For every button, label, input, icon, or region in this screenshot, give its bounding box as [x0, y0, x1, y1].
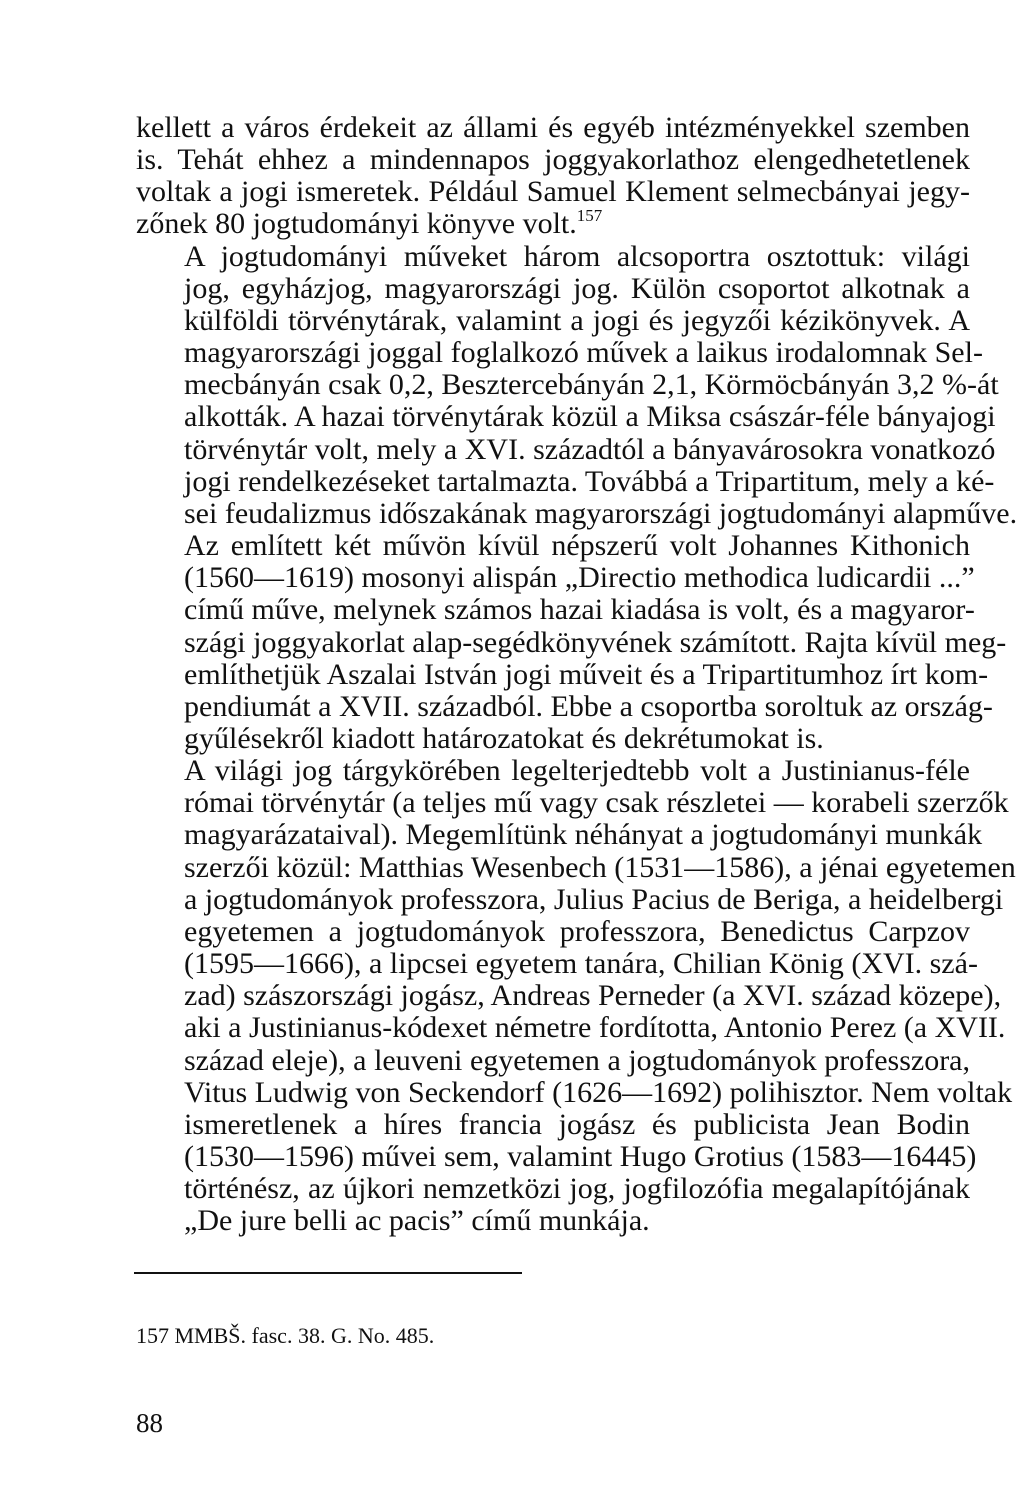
text-line: ismeretlenek a híres francia jogász és publicista Jean Bodin — [184, 1107, 970, 1141]
text-line-with-footnote — [136, 208, 970, 240]
text-line: külföldi törvénytárak, valamint a jogi és jegyzői kézikönyvek. A — [184, 303, 970, 337]
text-line: (1595—1666), a lipcsei egyetem tanára, Chilian König (XVI. szá- — [184, 947, 978, 981]
paragraph-2 — [136, 239, 1018, 756]
footnote: 157 MMBŠ. fasc. 38. G. No. 485. — [136, 1323, 435, 1348]
text-line: „De jure belli ac pacis” című munkája. — [184, 1204, 650, 1238]
text-line: is. Tehát ehhez a mindennapos joggyakorlathoz elengedhetetlenek — [136, 143, 970, 177]
text-line: mecbányán csak 0,2, Besztercebányán 2,1, Körmöcbányán 3,2 %-át — [184, 368, 999, 402]
text-line: gyűlésekről kiadott határozatokat és dekrétumokat is. — [184, 721, 824, 755]
text-line: sei feudalizmus időszakának magyarországi jogtudományi alapműve. — [184, 496, 1018, 530]
text-line: (1530—1596) művei sem, valamint Hugo Grotius (1583—16445) — [184, 1140, 977, 1173]
text-line: című műve, melynek számos hazai kiadása is volt, és a magyaror- — [184, 593, 975, 627]
footnote-divider — [134, 1272, 522, 1274]
text-line: a jogtudományok professzora, Julius Pacius de Beriga, a heidelbergi — [184, 882, 1004, 916]
text-line: század eleje), a leuveni egyetemen a jogtudományok professzora, — [184, 1043, 970, 1077]
paragraph-3 — [136, 754, 1016, 1238]
paragraph-1 — [136, 112, 970, 241]
text-line: jogi rendelkezéseket tartalmazta. Továbbá a Tripartitum, mely a ké- — [184, 464, 995, 498]
text-line: magyarázataival). Megemlítünk néhányat a jogtudományi munkák — [184, 818, 983, 852]
text-line: Vitus Ludwig von Seckendorf (1626—1692) polihisztor. Nem voltak — [184, 1075, 1013, 1109]
text-line: egyetemen a jogtudományok professzora, Benedictus Carpzov — [184, 914, 970, 948]
text-line: magyarországi joggal foglalkozó művek a laikus irodalomnak Sel- — [184, 336, 983, 370]
text-line: (1560—1619) mosonyi alispán „Directio methodica ludicardii ...” — [184, 561, 975, 595]
text-line: zőnek 80 jogtudományi könyve volt. — [136, 207, 577, 241]
text-line: pendiumát a XVII. századból. Ebbe a csoportba soroltuk az ország- — [184, 689, 993, 723]
text-line: jog, egyházjog, magyarországi jog. Külön csoportot alkotnak a — [184, 271, 970, 305]
text-line: A jogtudományi műveket három alcsoportra osztottuk: világi — [184, 239, 970, 273]
text-line: aki a Justinianus-kódexet németre fordította, Antonio Perez (a XVII. — [184, 1011, 1006, 1045]
text-line: szerzői közül: Matthias Wesenbech (1531—1586), a jénai egyetemen — [184, 850, 1016, 884]
text-line: szági joggyakorlat alap-segédkönyvének számított. Rajta kívül meg- — [184, 625, 1007, 659]
text-line: voltak a jogi ismeretek. Például Samuel Klement selmecbányai jegy- — [136, 175, 970, 209]
page-number: 88 — [136, 1408, 163, 1438]
text-line: A világi jog tárgykörében legelterjedtebb volt a Justinianus-féle — [184, 754, 970, 788]
text-line: említhetjük Aszalai István jogi műveit és a Tripartitumhoz írt kom- — [184, 657, 989, 691]
text-line: kellett a város érdekeit az állami és egyéb intézményekkel szemben — [136, 111, 970, 144]
footnote-reference: 157 — [576, 206, 603, 226]
text-line: Az említett két művön kívül népszerű volt Johannes Kithonich — [184, 529, 970, 563]
text-line: alkották. A hazai törvénytárak közül a Miksa császár-féle bányajogi — [184, 400, 996, 434]
body-text — [136, 111, 1018, 1238]
text-line: zad) szászországi jogász, Andreas Perneder (a XVI. század közepe), — [184, 979, 1002, 1013]
text-line: római törvénytár (a teljes mű vagy csak részletei — korabeli szerzők — [184, 786, 1009, 820]
text-line: történész, az újkori nemzetközi jog, jogfilozófia megalapítójának — [184, 1172, 970, 1206]
text-line: törvénytár volt, mely a XVI. századtól a bányavárosokra vonatkozó — [184, 432, 996, 466]
